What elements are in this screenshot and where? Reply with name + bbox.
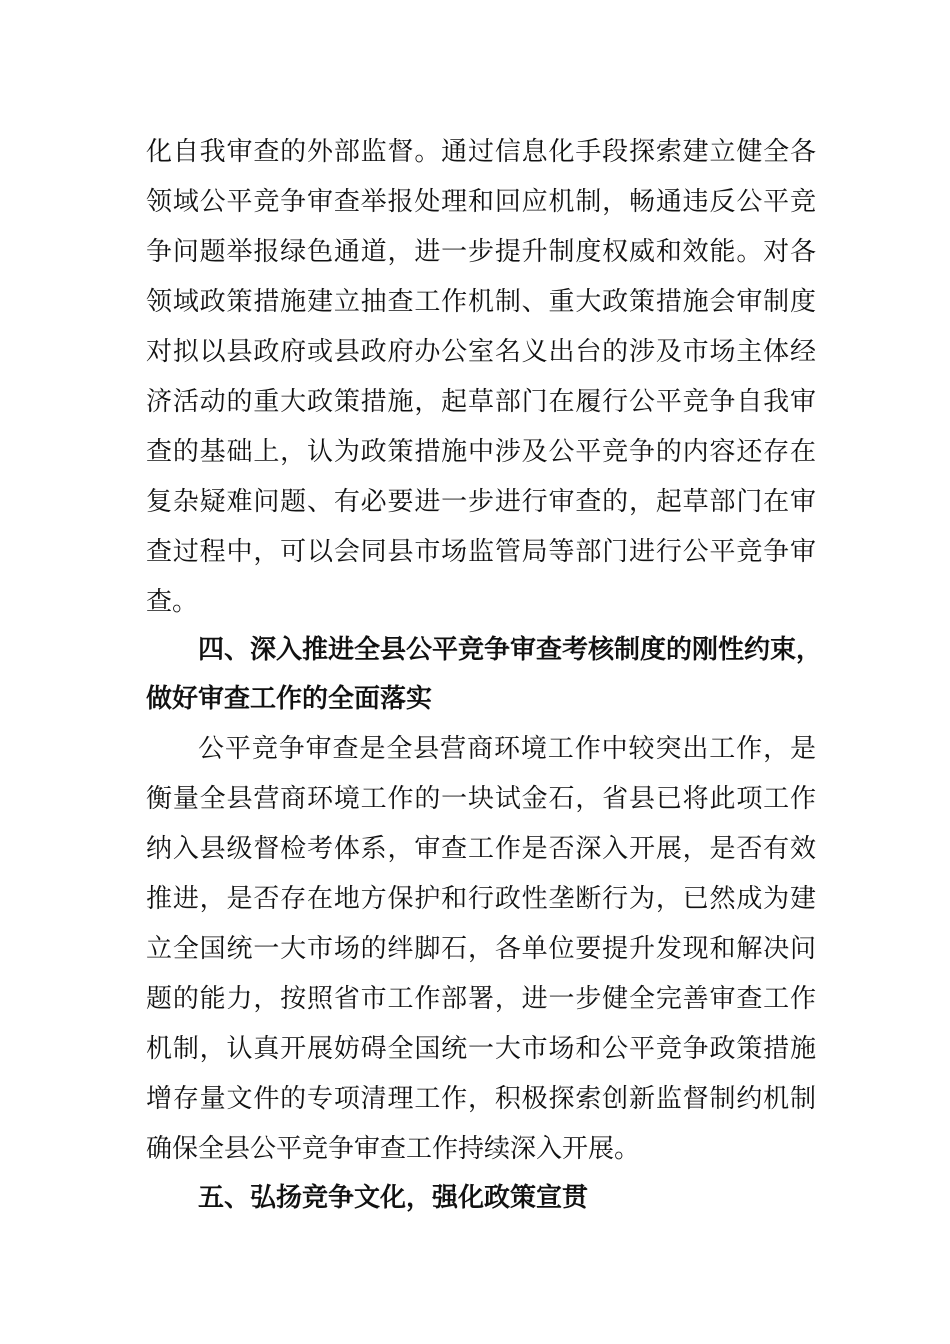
text-line: 对拟以县政府或县政府办公室名义出台的涉及市场主体经	[146, 337, 816, 367]
text-line: 争问题举报绿色通道，进一步提升制度权威和效能。对各	[146, 237, 816, 267]
heading-line: 四、深入推进全县公平竞争审查考核制度的刚性约束，	[198, 635, 823, 665]
text-line: 立全国统一大市场的绊脚石，各单位要提升发现和解决问	[146, 934, 816, 964]
text-line: 公平竞争审查是全县营商环境工作中较突出工作，是	[198, 734, 816, 764]
text-line: 确保全县公平竞争审查工作持续深入开展。	[146, 1134, 641, 1164]
section-5-heading: 五、弘扬竞争文化，强化政策宣贯	[198, 1183, 589, 1213]
text-line: 领域公平竞争审查举报处理和回应机制，畅通违反公平竞	[146, 187, 816, 217]
text-line: 领域政策措施建立抽查工作机制、重大政策措施会审制度	[146, 287, 816, 317]
text-line: 题的能力，按照省市工作部署，进一步健全完善审查工作	[146, 984, 816, 1014]
text-line: 复杂疑难问题、有必要进一步进行审查的，起草部门在审	[146, 487, 816, 517]
text-line: 推进，是否存在地方保护和行政性垄断行为，已然成为建	[146, 884, 816, 914]
text-line: 查。	[146, 587, 199, 617]
text-line: 纳入县级督检考体系，审查工作是否深入开展，是否有效	[146, 834, 816, 864]
text-line: 查过程中，可以会同县市场监管局等部门进行公平竞争审	[146, 537, 816, 567]
text-line: 化自我审查的外部监督。通过信息化手段探索建立健全各	[146, 137, 816, 167]
text-line: 济活动的重大政策措施，起草部门在履行公平竞争自我审	[146, 387, 816, 417]
text-line: 增存量文件的专项清理工作，积极探索创新监督制约机制	[146, 1084, 816, 1114]
text-line: 查的基础上，认为政策措施中涉及公平竞争的内容还存在	[146, 437, 816, 467]
text-line: 机制，认真开展妨碍全国统一大市场和公平竞争政策措施	[146, 1034, 816, 1064]
heading-line: 做好审查工作的全面落实	[146, 684, 433, 714]
text-line: 衡量全县营商环境工作的一块试金石，省县已将此项工作	[146, 784, 816, 814]
